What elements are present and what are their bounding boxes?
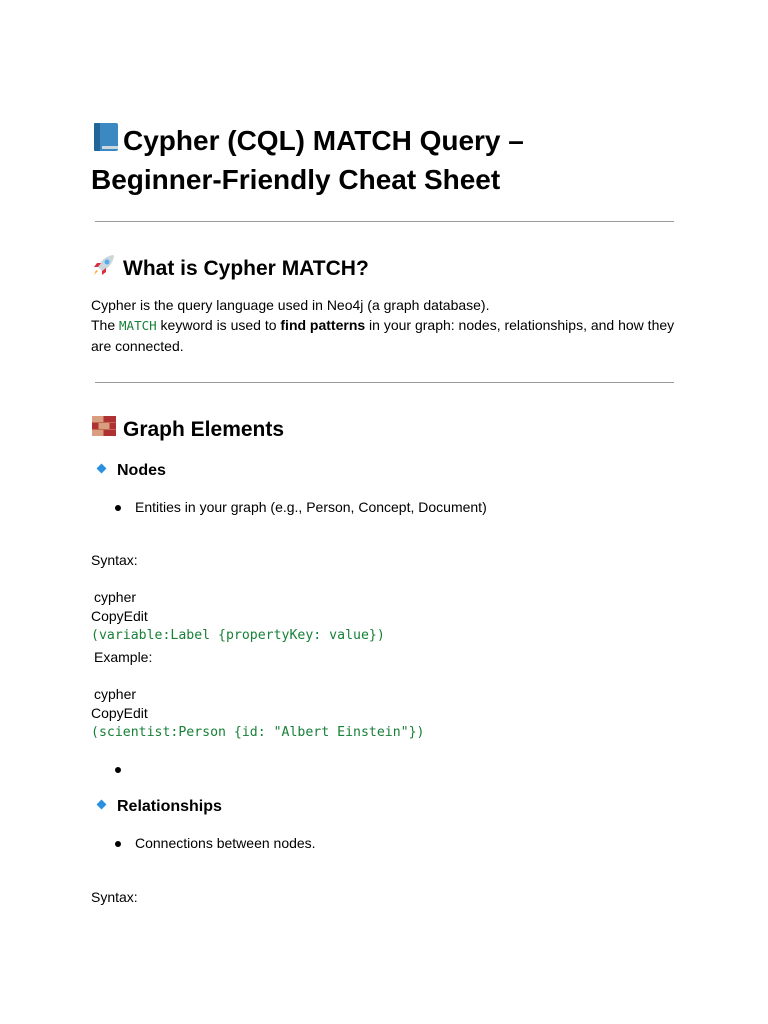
subheading-text: Relationships [117, 798, 222, 815]
text-fragment: The [91, 317, 120, 333]
list-item: Entities in your graph (e.g., Person, Concept, Document) [135, 499, 487, 515]
inline-code-match: MATCH [119, 318, 157, 333]
text-fragment: in your graph: nodes, relationships, and how they [365, 317, 675, 333]
code-language-label: cypher [94, 686, 137, 702]
subheading-relationships [96, 796, 222, 818]
subheading-text: Nodes [117, 462, 166, 479]
blue-diamond-icon [97, 464, 107, 474]
syntax-label: Syntax: [91, 552, 138, 568]
blue-book-icon [91, 121, 117, 164]
bold-text: find patterns [280, 317, 366, 333]
code-language-label: cypher [94, 589, 137, 605]
section-heading-what-is-match [91, 252, 369, 286]
example-label: Example: [94, 649, 153, 665]
horizontal-rule [95, 221, 674, 222]
copy-edit-label: CopyEdit [91, 705, 148, 721]
subheading-nodes [96, 460, 166, 482]
rocket-icon [91, 252, 117, 286]
paragraph-line: Cypher is the query language used in Neo4j (a graph database). [91, 297, 490, 313]
page-title-line-2: Beginner-Friendly Cheat Sheet [91, 164, 501, 195]
code-block: (variable:Label {propertyKey: value}) [91, 628, 385, 643]
title-text-1: Cypher (CQL) MATCH Query – [123, 125, 524, 156]
section-heading-graph-elements [91, 413, 284, 447]
syntax-label: Syntax: [91, 889, 138, 905]
brick-icon [91, 413, 117, 447]
section-heading-text: Graph Elements [123, 418, 285, 441]
horizontal-rule [95, 382, 674, 383]
code-block: (scientist:Person {id: "Albert Einstein"}) [91, 725, 425, 740]
copy-edit-label: CopyEdit [91, 608, 148, 624]
empty-bullet-icon [115, 767, 121, 773]
bullet-icon [115, 505, 121, 511]
text-fragment: keyword is used to [156, 317, 281, 333]
page-title-line-1 [91, 121, 524, 164]
list-item: Connections between nodes. [135, 835, 316, 851]
paragraph-line: are connected. [91, 338, 184, 354]
bullet-icon [115, 841, 121, 847]
section-heading-text: What is Cypher MATCH? [123, 257, 369, 280]
paragraph-line [91, 315, 674, 336]
blue-diamond-icon [97, 800, 107, 810]
